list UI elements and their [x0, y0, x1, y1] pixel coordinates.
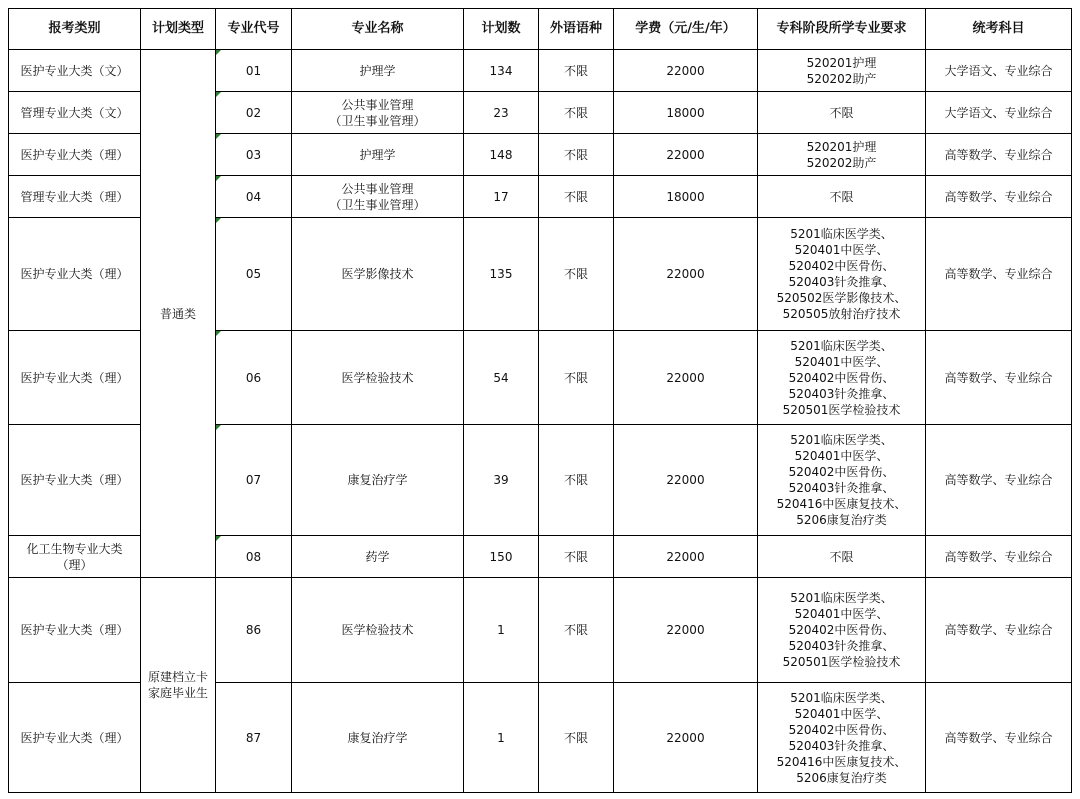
code-text: 01 — [245, 63, 262, 78]
exam-cell: 大学语文、专业综合 — [926, 50, 1072, 92]
code-text: 06 — [245, 370, 262, 385]
tuition-cell: 18000 — [614, 176, 758, 218]
exam-cell: 高等数学、专业综合 — [926, 425, 1072, 536]
count-cell: 134 — [464, 50, 539, 92]
header-exam-subjects: 统考科目 — [926, 9, 1072, 50]
major-cell: 康复治疗学 — [292, 683, 464, 793]
requirement-cell: 不限 — [758, 92, 926, 134]
admissions-plan-sheet — [8, 8, 1071, 793]
code-cell — [216, 92, 292, 134]
major-cell: 药学 — [292, 536, 464, 578]
category-cell: 医护专业大类（理） — [9, 134, 141, 176]
language-cell: 不限 — [539, 50, 614, 92]
code-cell — [216, 134, 292, 176]
category-cell: 管理专业大类（文） — [9, 92, 141, 134]
tuition-cell: 22000 — [614, 50, 758, 92]
exam-cell: 高等数学、专业综合 — [926, 176, 1072, 218]
code-text: 03 — [245, 147, 262, 162]
exam-cell: 高等数学、专业综合 — [926, 578, 1072, 683]
header-category: 报考类别 — [9, 9, 141, 50]
language-cell: 不限 — [539, 176, 614, 218]
code-text: 05 — [245, 267, 262, 281]
category-cell: 医护专业大类（理） — [9, 218, 141, 331]
language-cell: 不限 — [539, 92, 614, 134]
major-cell: 公共事业管理 （卫生事业管理） — [292, 92, 464, 134]
corner-marker — [216, 218, 221, 223]
requirement-cell: 520201护理 520202助产 — [758, 50, 926, 92]
tuition-cell: 22000 — [614, 134, 758, 176]
header-requirement: 专科阶段所学专业要求 — [758, 9, 926, 50]
code-cell — [216, 683, 292, 793]
code-text: 87 — [245, 730, 262, 745]
code-cell — [216, 578, 292, 683]
count-cell: 54 — [464, 331, 539, 425]
code-text: 86 — [245, 623, 262, 637]
code-cell — [216, 218, 292, 331]
code-cell — [216, 536, 292, 578]
requirement-cell: 520201护理 520202助产 — [758, 134, 926, 176]
major-cell: 医学检验技术 — [292, 578, 464, 683]
language-cell: 不限 — [539, 134, 614, 176]
count-cell: 39 — [464, 425, 539, 536]
category-cell: 医护专业大类（理） — [9, 683, 141, 793]
tuition-cell: 22000 — [614, 578, 758, 683]
exam-cell: 高等数学、专业综合 — [926, 683, 1072, 793]
code-cell — [216, 176, 292, 218]
corner-marker — [216, 536, 221, 541]
requirement-cell: 5201临床医学类、 520401中医学、 520402中医骨伤、 520403针灸推拿、 520501医学检验技术 — [758, 331, 926, 425]
exam-cell: 高等数学、专业综合 — [926, 218, 1072, 331]
header-plan-type: 计划类型 — [141, 9, 216, 50]
language-cell: 不限 — [539, 425, 614, 536]
header-language: 外语语种 — [539, 9, 614, 50]
count-cell: 17 — [464, 176, 539, 218]
language-cell: 不限 — [539, 578, 614, 683]
code-cell — [216, 331, 292, 425]
count-cell: 150 — [464, 536, 539, 578]
tuition-cell: 22000 — [614, 425, 758, 536]
major-cell: 医学检验技术 — [292, 331, 464, 425]
code-text: 02 — [245, 105, 262, 120]
corner-marker — [216, 50, 221, 55]
code-text: 07 — [245, 473, 262, 487]
language-cell: 不限 — [539, 331, 614, 425]
requirement-cell: 不限 — [758, 536, 926, 578]
code-cell — [216, 50, 292, 92]
major-cell: 护理学 — [292, 50, 464, 92]
tuition-cell: 22000 — [614, 536, 758, 578]
tuition-cell: 22000 — [614, 683, 758, 793]
major-cell: 公共事业管理 （卫生事业管理） — [292, 176, 464, 218]
code-cell — [216, 425, 292, 536]
category-cell: 医护专业大类（理） — [9, 331, 141, 425]
requirement-cell: 5201临床医学类、 520401中医学、 520402中医骨伤、 520403针灸推拿、 520502医学影像技术、 520505放射治疗技术 — [758, 218, 926, 331]
count-cell: 1 — [464, 683, 539, 793]
tuition-cell: 22000 — [614, 218, 758, 331]
corner-marker — [216, 331, 221, 336]
tuition-cell: 18000 — [614, 92, 758, 134]
exam-cell: 高等数学、专业综合 — [926, 536, 1072, 578]
exam-cell: 高等数学、专业综合 — [926, 331, 1072, 425]
requirement-cell: 5201临床医学类、 520401中医学、 520402中医骨伤、 520403针灸推拿、 520501医学检验技术 — [758, 578, 926, 683]
major-cell: 医学影像技术 — [292, 218, 464, 331]
tuition-cell: 22000 — [614, 331, 758, 425]
language-cell: 不限 — [539, 218, 614, 331]
table-row — [9, 50, 1072, 92]
requirement-cell: 5201临床医学类、 520401中医学、 520402中医骨伤、 520403针灸推拿、 520416中医康复技术、 5206康复治疗类 — [758, 683, 926, 793]
corner-marker — [216, 425, 221, 430]
admissions-plan-table — [8, 8, 1072, 793]
count-cell: 1 — [464, 578, 539, 683]
table-header-row — [9, 9, 1072, 50]
plan-type-cell-general: 普通类 — [141, 50, 216, 578]
header-tuition: 学费（元/生/年） — [614, 9, 758, 50]
count-cell: 148 — [464, 134, 539, 176]
header-major-code: 专业代号 — [216, 9, 292, 50]
category-cell: 管理专业大类（理） — [9, 176, 141, 218]
corner-marker — [216, 134, 221, 139]
requirement-cell: 5201临床医学类、 520401中医学、 520402中医骨伤、 520403针灸推拿、 520416中医康复技术、 5206康复治疗类 — [758, 425, 926, 536]
category-cell: 化工生物专业大类 （理） — [9, 536, 141, 578]
major-cell: 护理学 — [292, 134, 464, 176]
exam-cell: 大学语文、专业综合 — [926, 92, 1072, 134]
code-text: 08 — [245, 549, 262, 564]
corner-marker — [216, 92, 221, 97]
header-plan-count: 计划数 — [464, 9, 539, 50]
category-cell: 医护专业大类（理） — [9, 578, 141, 683]
table-row — [9, 578, 1072, 683]
count-cell: 23 — [464, 92, 539, 134]
major-cell: 康复治疗学 — [292, 425, 464, 536]
header-major-name: 专业名称 — [292, 9, 464, 50]
count-cell: 135 — [464, 218, 539, 331]
language-cell: 不限 — [539, 536, 614, 578]
requirement-cell: 不限 — [758, 176, 926, 218]
category-cell: 医护专业大类（文） — [9, 50, 141, 92]
corner-marker — [216, 176, 221, 181]
language-cell: 不限 — [539, 683, 614, 793]
code-text: 04 — [245, 189, 262, 204]
category-cell: 医护专业大类（理） — [9, 425, 141, 536]
exam-cell: 高等数学、专业综合 — [926, 134, 1072, 176]
plan-type-cell-special: 原建档立卡 家庭毕业生 — [141, 578, 216, 793]
